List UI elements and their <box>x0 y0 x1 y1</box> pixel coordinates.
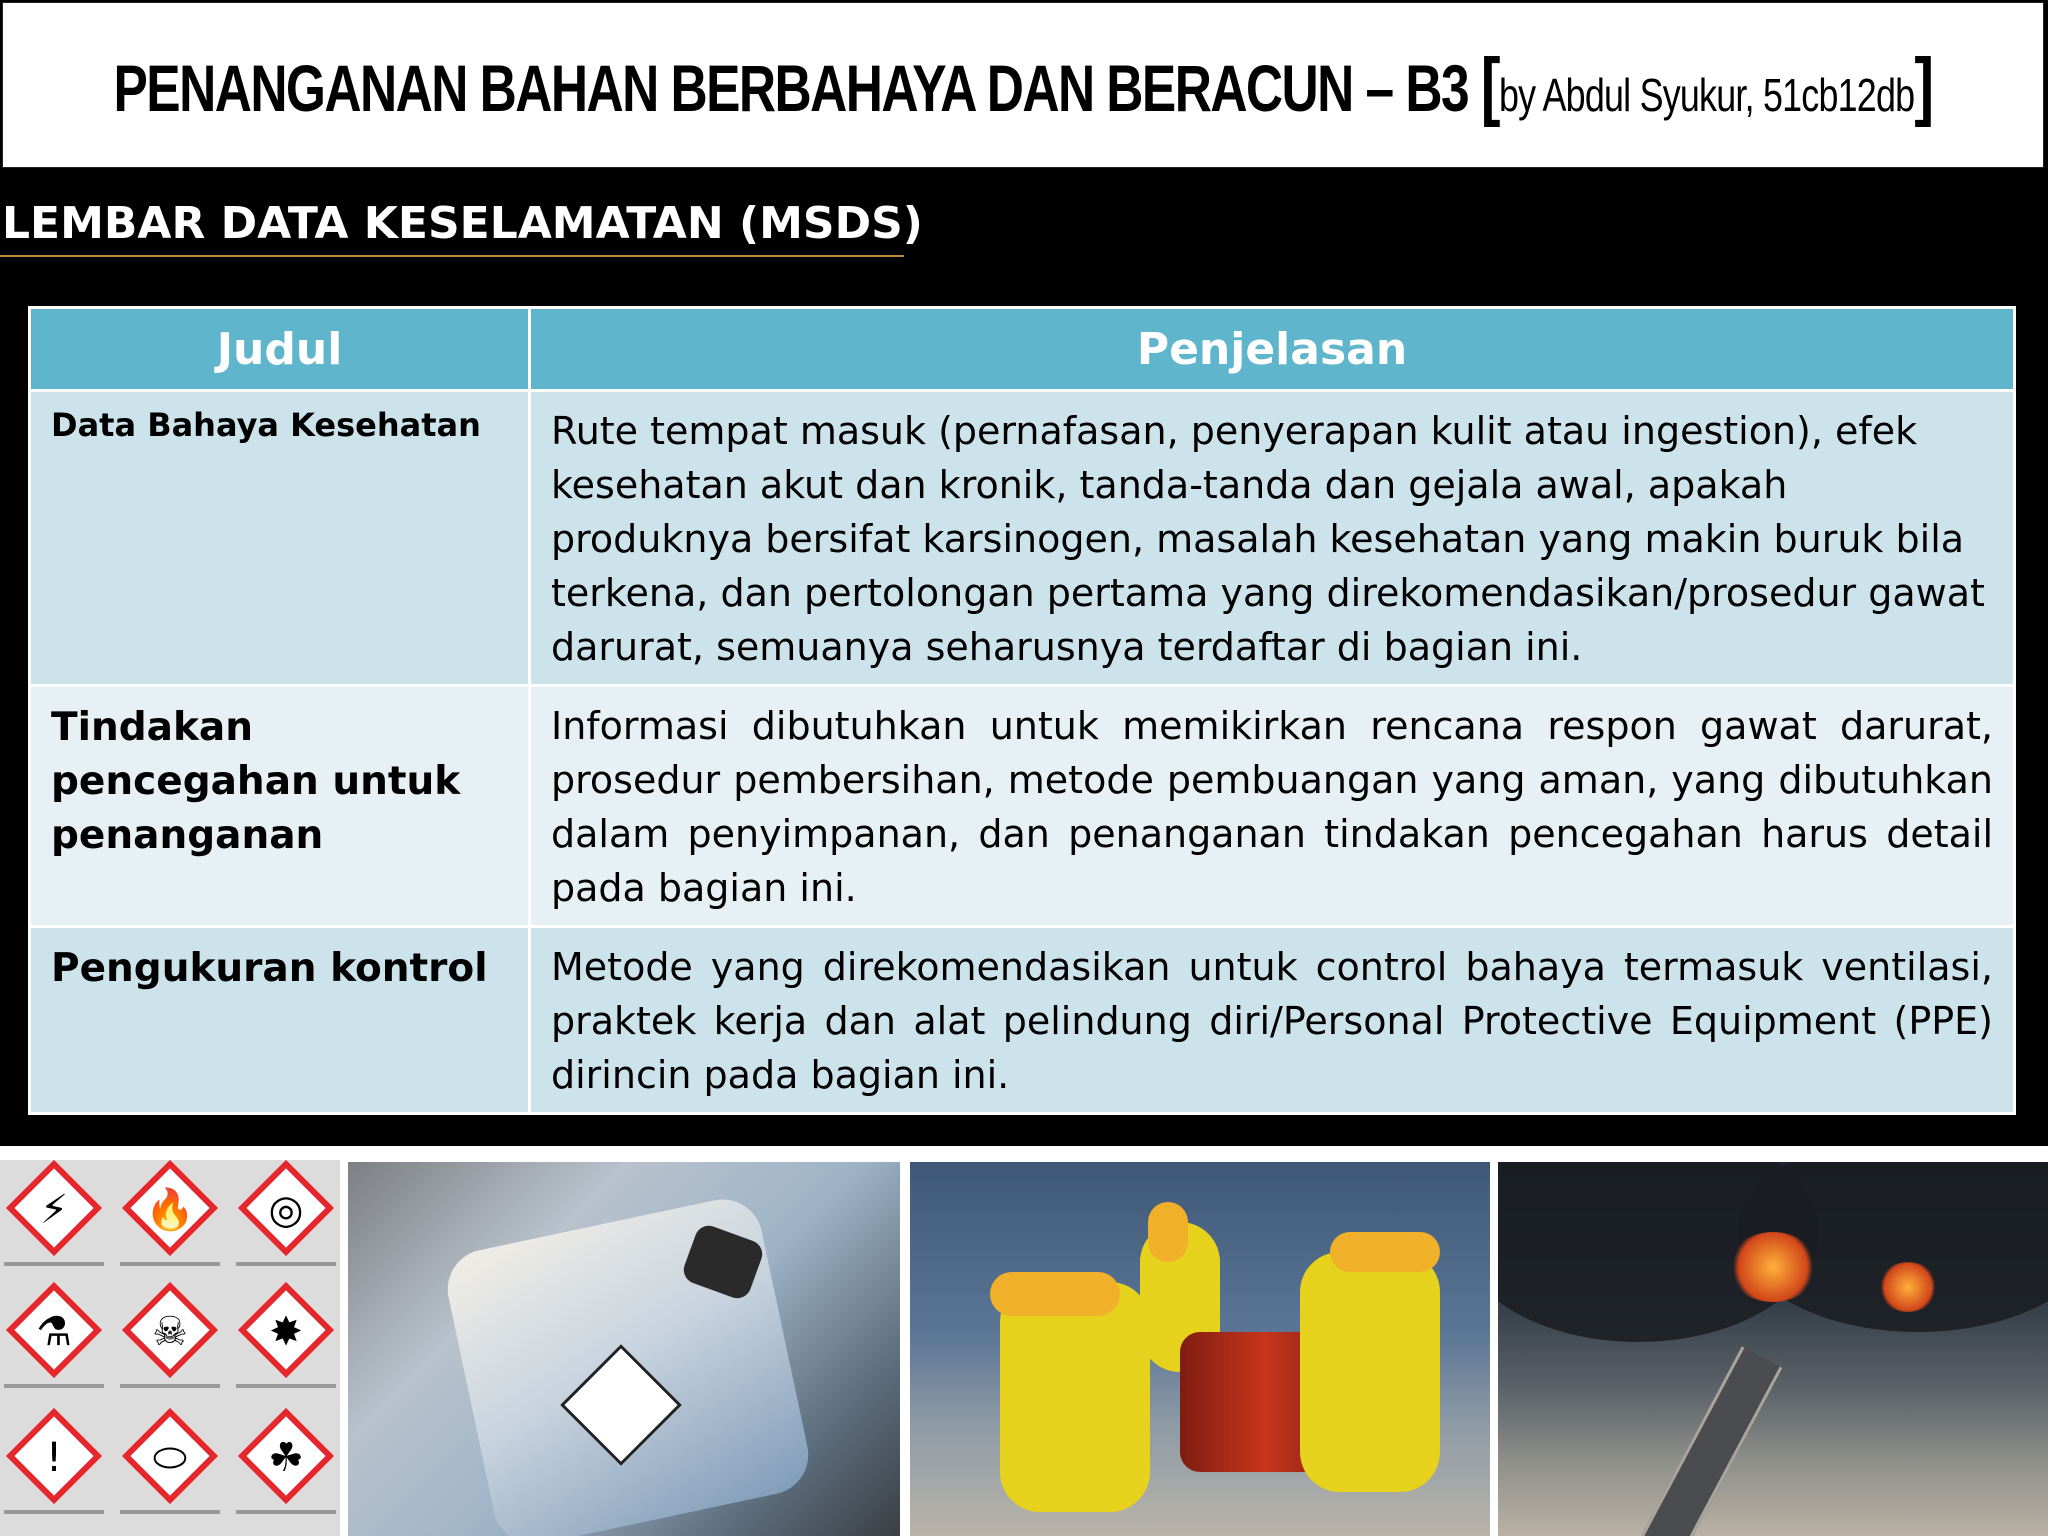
bracket-open: [ <box>1480 42 1499 128</box>
row-penjelasan: Metode yang direkomendasikan untuk control bahaya termasuk ventilasi, praktek kerja dan alat pelindung diri/Personal Protective Equipment (PPE) dirincin pada bagian ini. <box>530 927 2015 1114</box>
ghs-toxic-icon: ☠ <box>120 1288 220 1396</box>
section-underline <box>0 255 904 257</box>
corrosive-container-photo <box>348 1162 900 1536</box>
table-row <box>30 391 2015 686</box>
ghs-gas-cylinder-icon: ⬭ <box>120 1414 220 1522</box>
author-byline: by Abdul Syukur, 51cb12db <box>1498 68 1915 121</box>
table-row <box>30 927 2015 1114</box>
slide-title <box>114 42 1933 129</box>
title-main: PENANGANAN BAHAN BERBAHAYA DAN BERACUN – B3 <box>113 50 1469 125</box>
msds-table <box>28 306 2016 1115</box>
row-judul: Data Bahaya Kesehatan <box>30 391 530 686</box>
train-fire-photo <box>1498 1162 2048 1536</box>
header-judul: Judul <box>30 308 530 391</box>
ghs-irritant-icon: ! <box>4 1414 104 1522</box>
table-row <box>30 686 2015 927</box>
ghs-explosive-icon: ⚡ <box>4 1166 104 1274</box>
row-judul: Tindakan pencegahan untuk penanganan <box>30 686 530 927</box>
ghs-environment-icon: ☘ <box>236 1414 336 1522</box>
ghs-flammable-icon: 🔥 <box>120 1166 220 1274</box>
hazmat-team-photo <box>910 1162 1490 1536</box>
ghs-health-hazard-icon: ✸ <box>236 1288 336 1396</box>
slide-header <box>2 2 2044 168</box>
bracket-close: ] <box>1914 42 1933 128</box>
photo-strip <box>0 1146 2048 1536</box>
table-header-row <box>30 308 2015 391</box>
ghs-pictogram-grid <box>0 1160 340 1536</box>
section-title: LEMBAR DATA KESELAMATAN (MSDS) <box>2 198 923 249</box>
row-penjelasan: Informasi dibutuhkan untuk memikirkan rencana respon gawat darurat, prosedur pembersihan, metode pembuangan yang aman, yang dibutuhkan dalam penyimpanan, dan penanganan tindakan pencegahan harus detail pada bagian ini. <box>530 686 2015 927</box>
ghs-oxidizer-icon: ◎ <box>236 1166 336 1274</box>
row-judul: Pengukuran kontrol <box>30 927 530 1114</box>
ghs-corrosive-icon: ⚗ <box>4 1288 104 1396</box>
row-penjelasan: Rute tempat masuk (pernafasan, penyerapan kulit atau ingestion), efek kesehatan akut dan kronik, tanda-tanda dan gejala awal, apakah produknya bersifat karsinogen, masalah kesehatan yang makin buruk bila terkena, dan pertolongan pertama yang direkomendasikan/prosedur gawat darurat, semuanya seharusnya terdaftar di bagian ini. <box>530 391 2015 686</box>
header-penjelasan: Penjelasan <box>530 308 2015 391</box>
